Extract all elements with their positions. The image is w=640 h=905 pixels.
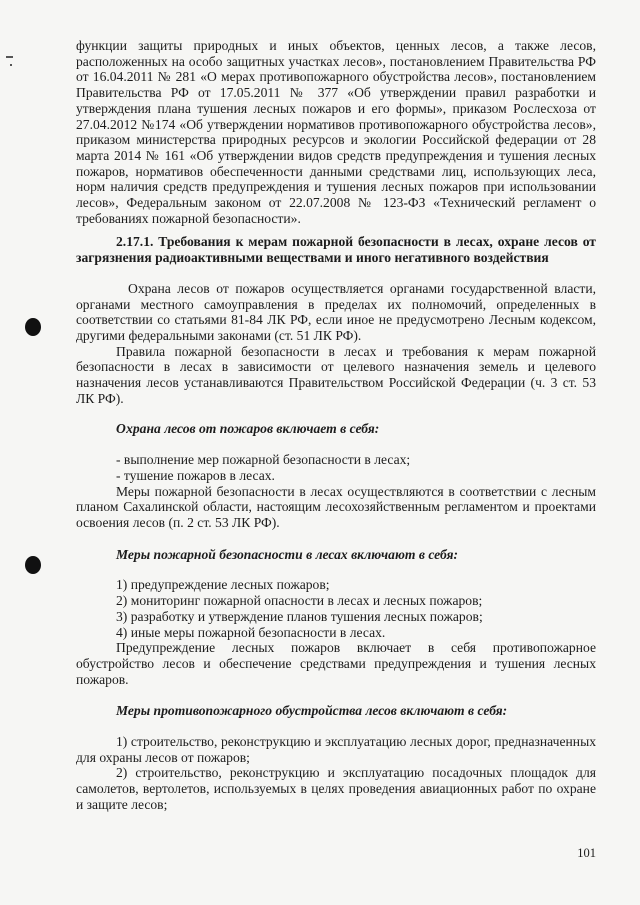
document-body bbox=[76, 38, 596, 813]
scan-mark bbox=[10, 64, 12, 66]
list-item: - тушение пожаров в лесах. bbox=[116, 467, 275, 483]
list-item: 2) мониторинг пожарной опасности в лесах и лесных пожаров; bbox=[116, 593, 483, 609]
list-item: 2) строительство, реконструкцию и эксплуатацию посадочных площадок для самолетов, вертолетов, используемых в целях проведения авиационных работ по охране и защите лесов; bbox=[76, 765, 596, 812]
punch-hole-bottom bbox=[25, 556, 41, 574]
paragraph-forest-fire-protection: Охрана лесов от пожаров осуществляется органами государственной власти, органами местного самоуправления в пределах их полномочий, определенных в соответствии со статьями 81-84 ЛК РФ, если иное не предусмотрено Лесным кодексом, другими федеральными законами (ст. 51 ЛК РФ). bbox=[76, 280, 596, 343]
paragraph-fire-safety-measures: Меры пожарной безопасности в лесах осуществляются в соответствии с лесным планом Сахалинской области, настоящим лесохозяйственным регламентом и проектами освоения лесов (п. 2 ст. 53 ЛК РФ). bbox=[76, 483, 596, 530]
paragraph-fire-prevention: Предупреждение лесных пожаров включает в себя противопожарное обустройство лесов и обеспечение средствами предупреждения и тушения лесных пожаров. bbox=[76, 640, 596, 687]
subheading-protection-includes: Охрана лесов от пожаров включает в себя: bbox=[116, 421, 380, 437]
scan-mark bbox=[6, 56, 13, 58]
paragraph-fire-safety-rules: Правила пожарной безопасности в лесах и требования к мерам пожарной безопасности в лесах в зависимости от целевого назначения земель и целевого назначения лесов устанавливаются Правительством Российской Федерации (ч. 3 ст. 53 ЛК РФ). bbox=[76, 343, 596, 406]
punch-hole-top bbox=[25, 318, 41, 336]
list-item: 3) разработку и утверждение планов тушения лесных пожаров; bbox=[116, 608, 483, 624]
list-item: 1) предупреждение лесных пожаров; bbox=[116, 577, 330, 593]
list-item: 1) строительство, реконструкцию и эксплуатацию лесных дорог, предназначенных для охраны лесов от пожаров; bbox=[76, 734, 596, 765]
subheading-measures-include: Меры пожарной безопасности в лесах включают в себя: bbox=[116, 546, 459, 562]
page-number: 101 bbox=[577, 846, 596, 860]
list-item: 4) иные меры пожарной безопасности в лесах. bbox=[116, 624, 386, 640]
subheading-infrastructure-measures: Меры противопожарного обустройства лесов включают в себя: bbox=[116, 703, 508, 719]
list-item: - выполнение мер пожарной безопасности в лесах; bbox=[116, 452, 411, 468]
section-heading-2-17-1: 2.17.1. Требования к мерам пожарной безопасности в лесах, охране лесов от загрязнения радиоактивными веществами и иного негативного воздействия bbox=[76, 234, 596, 266]
paragraph-intro-continuation: функции защиты природных и иных объектов, ценных лесов, а также лесов, расположенных на особо защитных участках лесов», постановлением Правительства РФ от 16.04.2011 № 281 «О мерах противопожарного обустройства лесов», постановлением Правительства РФ от 17.05.2011 № 377 «Об утверждении правил разработки и утверждения плана тушения лесных пожаров и его формы», приказом Рослесхоза от 27.04.2012 №174 «Об утверждении нормативов противопожарного обустройства лесов», приказом министерства природных ресурсов и экологии Российской федерации от 28 марта 2014 № 161 «Об утверждении видов средств предупреждения и тушения лесных пожаров, нормативов обеспеченности данными средствами лиц, использующих леса, норм наличия средств предупреждения и тушения лесных пожаров при использовании лесов», Федеральным законом от 22.07.2008 № 123-ФЗ «Технический регламент о требованиях пожарной безопасности». bbox=[76, 38, 596, 226]
